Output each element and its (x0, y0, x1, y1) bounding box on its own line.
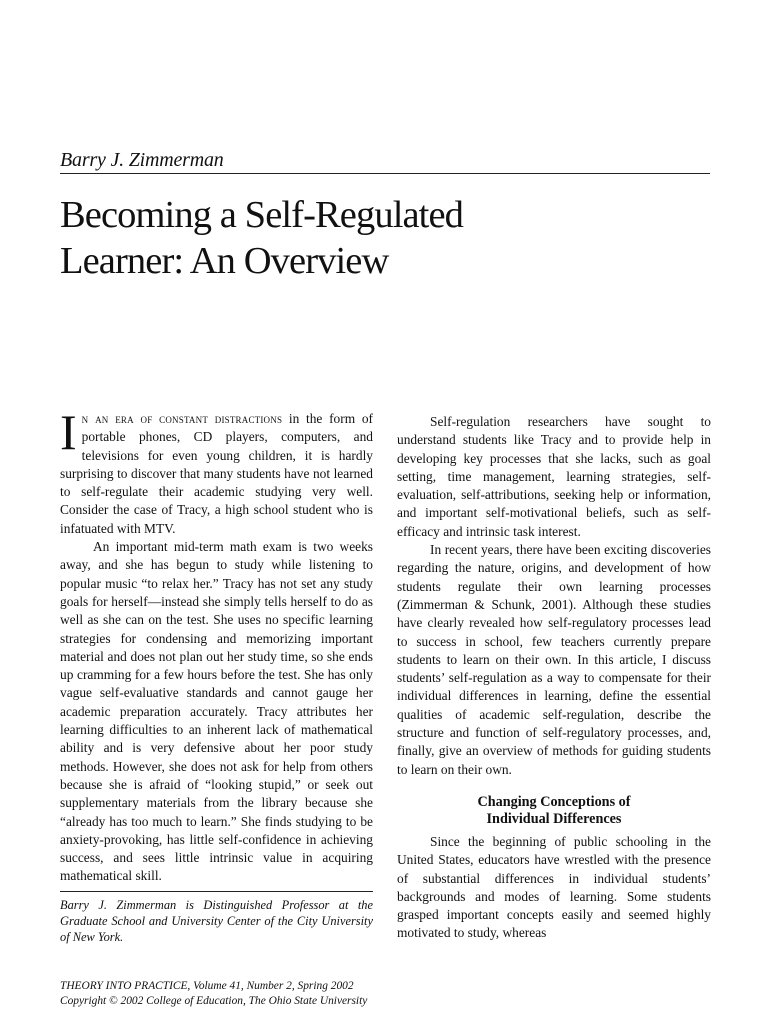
author-footnote: Barry J. Zimmerman is Distinguished Professor at the Graduate School and University Center of the City University of New York. (60, 897, 373, 944)
section-heading (397, 794, 711, 828)
author-name: Barry J. Zimmerman (60, 149, 224, 171)
lead-in-smallcaps: n an era of constant distractions (81, 412, 283, 426)
header-rule (60, 173, 710, 174)
body-paragraph-tracy: An important mid-term math exam is two weeks away, and she has begun to study while listening to popular music “to relax her.” Tracy has not set any study goals for herself—instead she simply tells herself to do as well as she can on the test. She uses no specific learning strategies for condensing and memorizing important material and does not plan out her study time, so she ends up cramming for a few hours before the test. She has only vague self-evaluative standards and cannot gauge her academic preparation accurately. Tracy attributes her learning difficulties to an inherent lack of mathematical ability and is very defensive about her poor study methods. However, she does not ask for help from others because she is afraid of “looking stupid,” or seek out supplementary materials from the library because she “already has too much to learn.” She finds studying to be anxiety-provoking, has little self-confidence in achieving success, and sees little intrinsic value in acquiring mathematical skill. (60, 539, 373, 884)
left-column (60, 404, 373, 945)
copyright-line: Copyright © 2002 College of Education, The Ohio State University (60, 994, 368, 1007)
footnote-rule (60, 891, 373, 892)
opening-paragraph (60, 404, 373, 538)
opening-paragraph-text: in the form of portable phones, CD players, computers, and televisions for even young children, it is hardly surprising to discover that many students have not learned to self-regulate their academic studying very well. Consider the case of Tracy, a high school student who is infatuated with MTV. (60, 411, 373, 536)
section-heading-line-1: Changing Conceptions of (477, 793, 631, 810)
journal-footer (60, 979, 560, 1008)
drop-cap: I (60, 404, 77, 460)
section-heading-line-2: Individual Differences (486, 810, 622, 827)
title-line-1: Becoming a Self-Regulated (60, 194, 464, 236)
title-line-2: Learner: An Overview (60, 240, 389, 282)
journal-citation: THEORY INTO PRACTICE, Volume 41, Number 2, Spring 2002 (60, 980, 354, 992)
article-title (60, 192, 660, 284)
right-column (397, 413, 711, 943)
body-paragraph-schooling: Since the beginning of public schooling in the United States, educators have wrestled with the presence of substantial differences in individual students’ backgrounds and modes of learning. Some students grasped important concepts easily and seemed highly motivated to study, whereas (397, 833, 711, 941)
body-paragraph-researchers: Self-regulation researchers have sought to understand students like Tracy and to provide help in developing key processes that she lacks, such as goal setting, time management, learning strategies, self-evaluation, self-attributions, seeking help or information, and important self-motivational beliefs, such as self-efficacy and intrinsic task interest. (397, 414, 711, 539)
body-paragraph-recent-years: In recent years, there have been exciting discoveries regarding the nature, origins, and development of how students regulate their own learning processes (Zimmerman & Schunk, 2001). Although these studies have clearly revealed how self-regulatory processes lead to success in school, few teachers currently prepare students to learn on their own. In this article, I discuss students’ self-regulation as a way to compensate for their individual differences in learning, define the essential qualities of academic self-regulation, describe the structure and function of self-regulatory processes, and, finally, give an overview of methods for guiding students to learn on their own. (397, 542, 711, 777)
